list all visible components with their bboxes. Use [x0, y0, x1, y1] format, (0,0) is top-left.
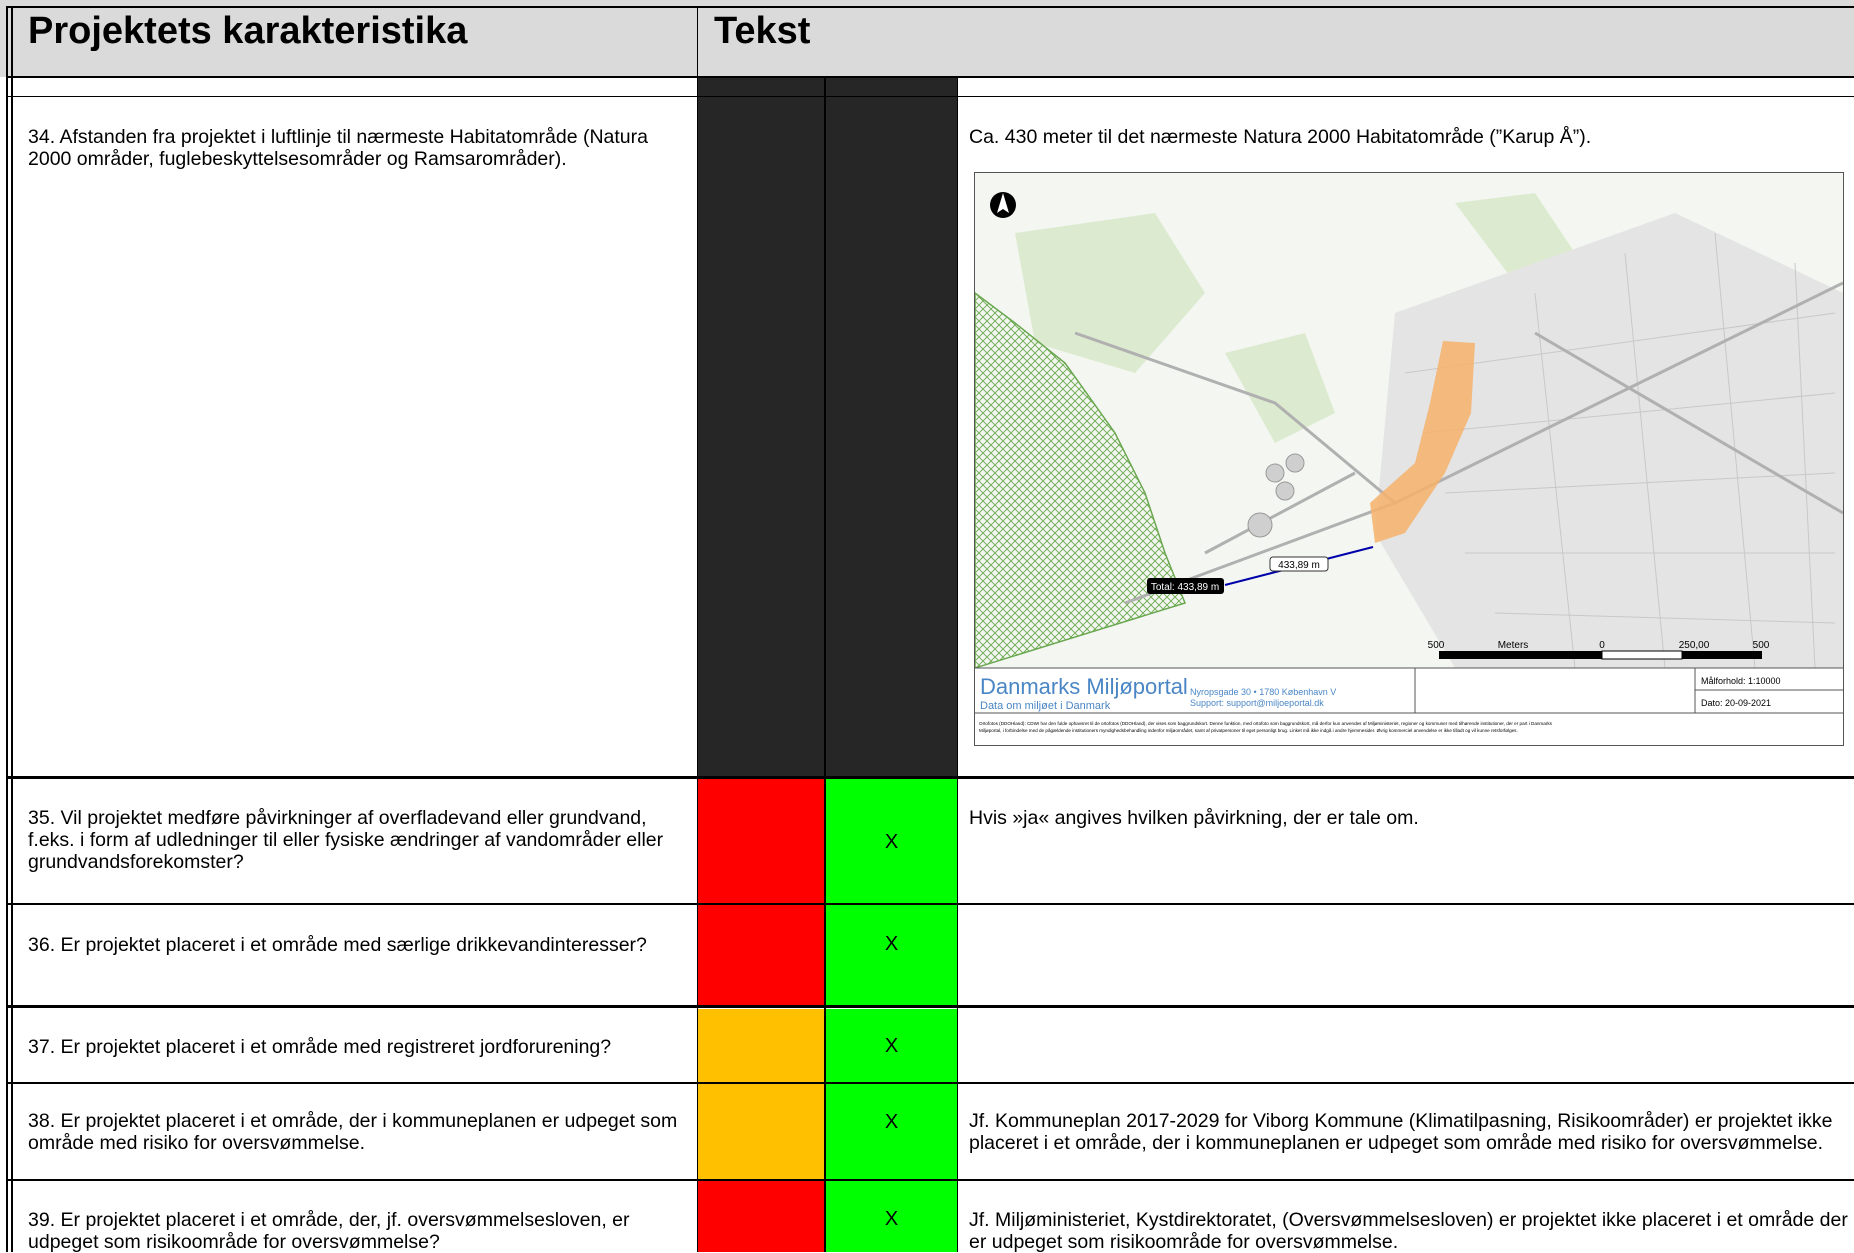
- row-36-question: 36. Er projektet placeret i et område med særlige drikkevandinteresser?: [28, 934, 647, 956]
- portal-name: Danmarks Miljøportal: [980, 674, 1188, 699]
- map-segment-label: 433,89 m: [1278, 560, 1320, 571]
- table-border-left: [6, 6, 8, 1252]
- row-sep-38: [6, 1179, 1854, 1181]
- portal-address: Nyropsgade 30 • 1780 København V: [1190, 687, 1337, 697]
- row-38-question: 38. Er projektet placeret i et område, der i kommuneplanen er udpeget som område med risiko for oversvømmelse.: [28, 1110, 678, 1154]
- row-34-dark-cell-b: [826, 96, 957, 776]
- row-35-text: Hvis »ja« angives hvilken påvirkning, der er tale om.: [969, 807, 1419, 829]
- row-39-mark: X: [884, 1208, 899, 1230]
- row-34-text: Ca. 430 meter til det nærmeste Natura 2000 Habitatområde (”Karup Å”).: [969, 126, 1592, 148]
- row-sep-spacer: [6, 96, 1854, 97]
- row-37-orange-cell: [698, 1009, 824, 1082]
- row-sep-37: [6, 1082, 1854, 1084]
- natura2000-map: [974, 172, 1844, 746]
- row-39-red-cell: [698, 1181, 824, 1252]
- row-sep-header: [6, 76, 1854, 78]
- col-sep-2: [824, 77, 826, 1252]
- row-38-orange-cell: [698, 1084, 824, 1179]
- header-col1-title: Projektets karakteristika: [28, 10, 468, 52]
- row-35-red-cell: [698, 778, 824, 903]
- svg-text:500: 500: [1752, 640, 1770, 651]
- map-disclaimer-1: Ortofotos (DDOHland): CDWI har den fulde ophavsret til de ortofotos (DDOHland), der vises som baggrundskort. Denne funktion, med ortofoto som baggrundskort, må derfor kun anvendes af Miljøministeriet, regioner og kommuner med tilhørende institutioner, der er part i Danmarks: [979, 721, 1552, 726]
- row-38-green-cell: [826, 1084, 957, 1179]
- row-sep-36: [6, 1005, 1854, 1008]
- row-36-red-cell: [698, 905, 824, 1005]
- map-disclaimer-2: Miljøportal, i forbindelse med de pågældende institutioners myndighedsbehandling indenfor miljøområdet, samt af privatpersoner til eget personligt brug. Linket må ikke indgå i andre hjemmesider. Øvrig kommerciel anvendelse er ikke tilladt og vil kunne retsforfølges.: [979, 728, 1518, 733]
- row-39-text: Jf. Miljøministeriet, Kystdirektoratet, (Oversvømmelsesloven) er projektet ikke placeret i et område der er udpeget som risikoområde for oversvømmelse.: [969, 1209, 1848, 1253]
- row-34-dark-cell-a: [698, 96, 824, 776]
- map-scale: Målforhold: 1:10000: [1701, 676, 1781, 686]
- svg-text:0: 0: [1599, 640, 1605, 651]
- row-37-question: 37. Er projektet placeret i et område med registreret jordforurening?: [28, 1036, 612, 1058]
- row-sep-35: [6, 903, 1854, 905]
- row-39-green-cell: [826, 1181, 957, 1252]
- row-sep-34: [6, 776, 1854, 779]
- header-col2-title: Tekst: [714, 10, 811, 52]
- svg-text:500: 500: [1427, 640, 1445, 651]
- dark-cell-b-top: [826, 77, 957, 96]
- row-39-question: 39. Er projektet placeret i et område, der, jf. oversvømmelsesloven, er udpeget som risikoområde for oversvømmelse?: [28, 1209, 630, 1253]
- map-total-label: Total: 433,89 m: [1150, 582, 1220, 593]
- row-35-mark: X: [884, 831, 899, 853]
- dark-cell-a-top: [698, 77, 824, 96]
- row-35-green-cell: [826, 778, 957, 903]
- svg-text:Meters: Meters: [1497, 640, 1529, 651]
- row-36-green-cell: [826, 905, 957, 1005]
- row-37-mark: X: [884, 1035, 899, 1057]
- col-sep-1: [697, 6, 698, 1252]
- portal-sub: Data om miljøet i Danmark: [980, 700, 1111, 712]
- portal-support: Support: support@miljoeportal.dk: [1190, 698, 1324, 708]
- row-34-question: 34. Afstanden fra projektet i luftlinje til nærmeste Habitatområde (Natura 2000 områder, fuglebeskyttelsesområder og Ramsarområder).: [28, 126, 648, 170]
- map-date: Dato: 20-09-2021: [1701, 698, 1772, 708]
- col-sep-3: [957, 77, 958, 1252]
- row-36-mark: X: [884, 933, 899, 955]
- row-38-text: Jf. Kommuneplan 2017-2029 for Viborg Kommune (Klimatilpasning, Risikoområder) er projektet ikke placeret i et område, der i kommuneplanen er udpeget som område med risiko for oversvømmelse.: [969, 1110, 1833, 1154]
- row-38-mark: X: [884, 1111, 899, 1133]
- row-35-question: 35. Vil projektet medføre påvirkninger af overfladevand eller grundvand, f.eks. i form af udledninger til eller fysiske ændringer af vandområder eller grundvandsforekomster?: [28, 807, 664, 873]
- row-37-green-cell: [826, 1009, 957, 1082]
- svg-text:250,00: 250,00: [1678, 640, 1710, 651]
- table-border-top: [6, 6, 1854, 8]
